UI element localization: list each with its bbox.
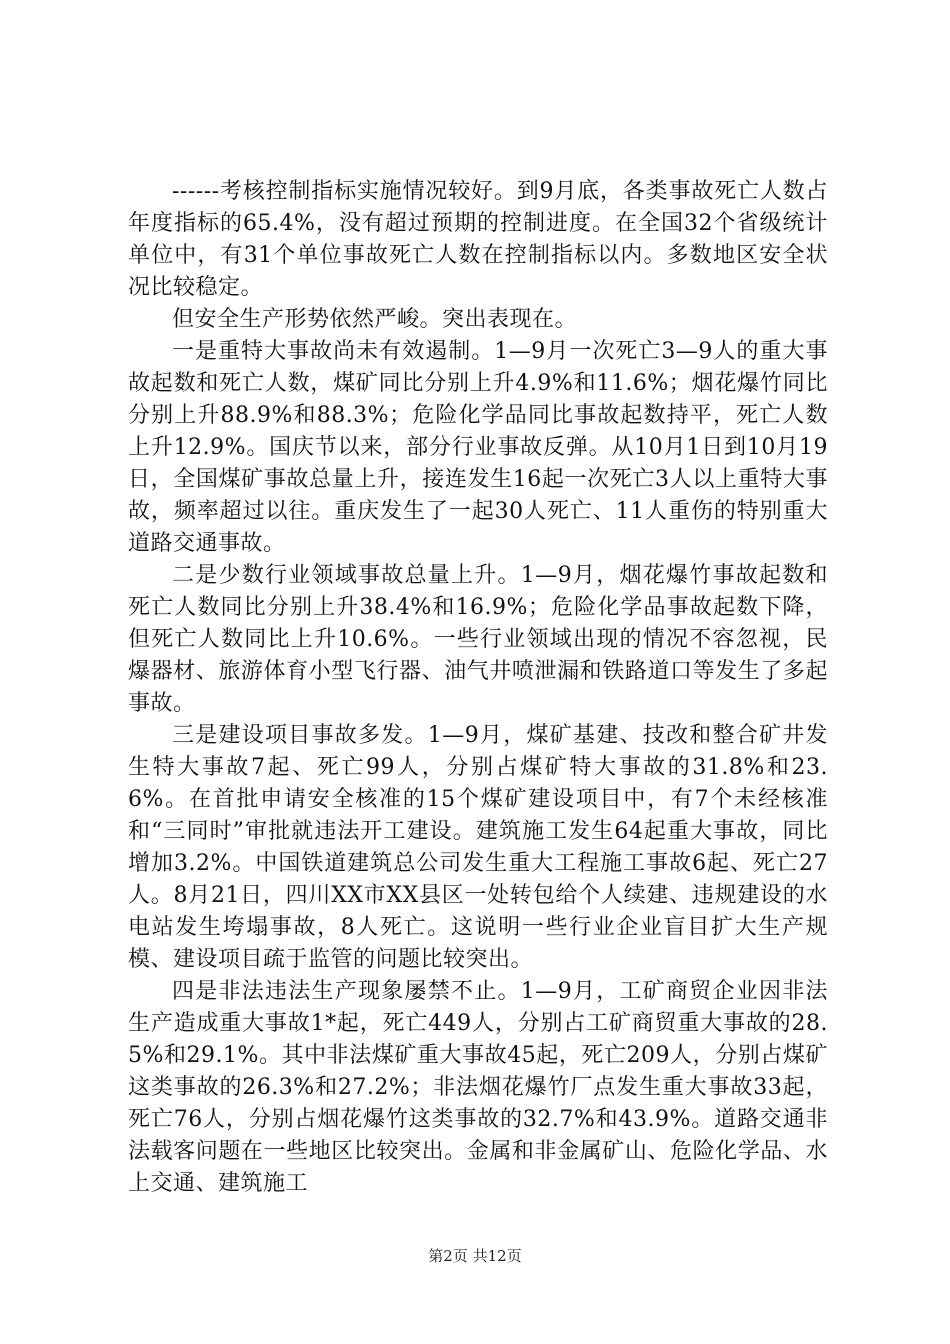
paragraph-industry-increase: 二是少数行业领域事故总量上升。1—9月，烟花爆竹事故起数和死亡人数同比分别上升38.4%和16.9%；危险化学品事故起数下降，但死亡人数同比上升10.6%。一些行业领域出现的情况不容忽视，民爆器材、旅游体育小型飞行器、油气井喷泄漏和铁路道口等发生了多起事故。 — [128, 563, 828, 716]
paragraph-control-indicators: ------考核控制指标实施情况较好。到9月底，各类事故死亡人数占年度指标的65.4%，没有超过预期的控制进度。在全国32个省级统计单位中，有31个单位事故死亡人数在控制指标以内。多数地区安全状况比较稳定。 — [128, 179, 828, 300]
paragraph-illegal-production: 四是非法违法生产现象屡禁不止。1—9月，工矿商贸企业因非法生产造成重大事故1*起，死亡449人，分别占工矿商贸重大事故的28.5%和29.1%。其中非法煤矿重大事故45起，死亡209人，分别占煤矿这类事故的26.3%和27.2%；非法烟花爆竹厂点发生重大事故33起，死亡76人，分别占烟花爆竹这类事故的32.7%和43.9%。道路交通非法载客问题在一些地区比较突出。金属和非金属矿山、危险化学品、水上交通、建筑施工 — [128, 979, 828, 1196]
document-body — [128, 176, 828, 1200]
paragraph-situation-severe: 但安全生产形势依然严峻。突出表现在。 — [172, 307, 578, 332]
paragraph-construction-projects: 三是建设项目事故多发。1—9月，煤矿基建、技改和整合矿井发生特大事故7起、死亡99人，分别占煤矿特大事故的31.8%和23.6%。在首批申请安全核准的15个煤矿建设项目中，有7个未经核准和“三同时”审批就违法开工建设。建筑施工发生64起重大事故，同比增加3.2%。中国铁道建筑总公司发生重大工程施工事故6起、死亡27人。8月21日，四川XX市XX县区一处转包给个人续建、违规建设的水电站发生垮塌事故，8人死亡。这说明一些行业企业盲目扩大生产规模、建设项目疏于监管的问题比较突出。 — [128, 723, 828, 972]
paragraph-major-accidents: 一是重特大事故尚未有效遏制。1—9月一次死亡3—9人的重大事故起数和死亡人数，煤矿同比分别上升4.9%和11.6%；烟花爆竹同比分别上升88.9%和88.3%；危险化学品同比事故起数持平，死亡人数上升12.9%。国庆节以来，部分行业事故反弹。从10月1日到10月19日，全国煤矿事故总量上升，接连发生16起一次死亡3人以上重特大事故，频率超过以往。重庆发生了一起30人死亡、11人重伤的特别重大道路交通事故。 — [128, 339, 828, 556]
page-footer: 第2页 共12页 — [428, 1247, 522, 1265]
